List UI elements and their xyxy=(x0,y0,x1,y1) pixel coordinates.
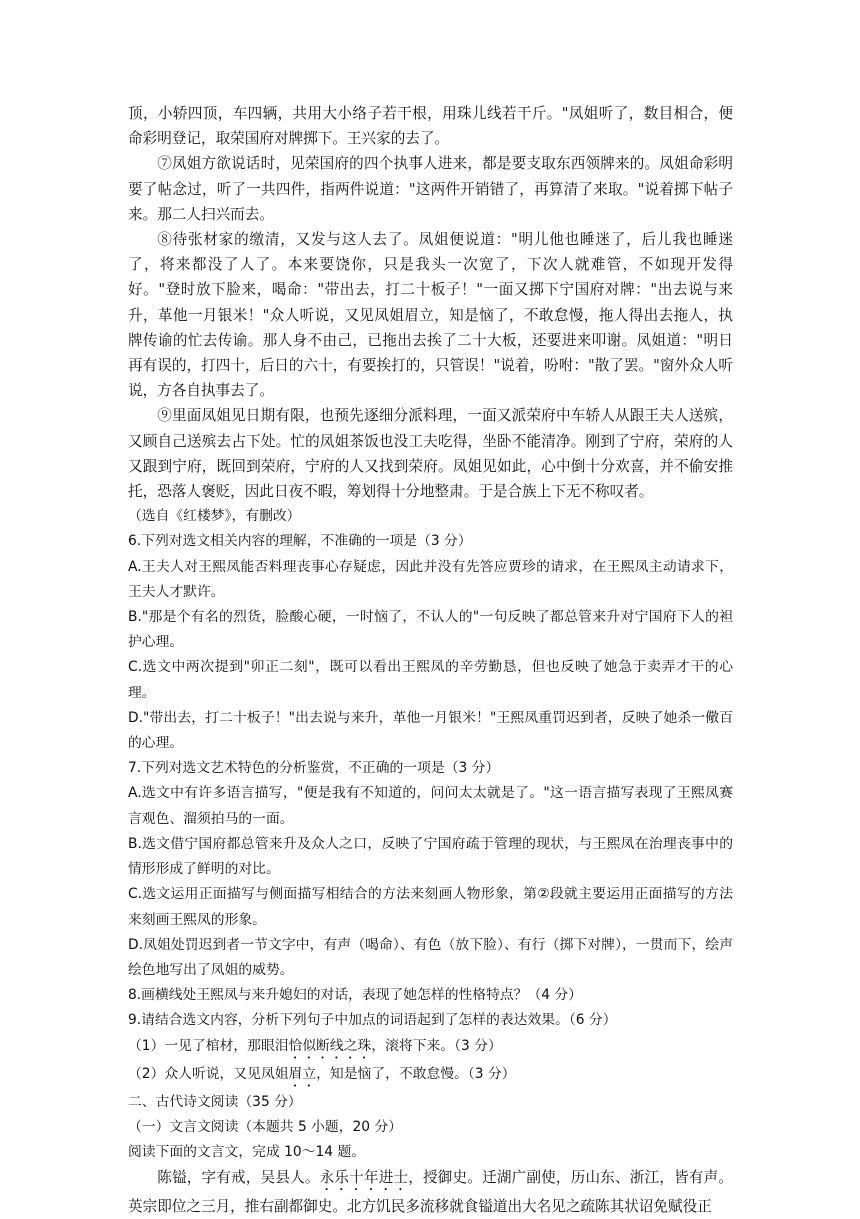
question-6-stem: 6.下列对选文相关内容的理解，不准确的一项是（3 分） xyxy=(128,533,472,550)
classical-text-post: ，授御史。迁湖广副使，历山东、浙江，皆有声。英宗即位之三月，推右副都御史。北方饥民多流移就食镒道出大名见之疏陈其状诏免赋役正 xyxy=(128,1169,733,1216)
passage-source: （选自《红楼梦》，有删改） xyxy=(128,508,301,525)
question-6-option-c: C.选文中两次提到"卯正二刻"，既可以看出王熙凤的辛劳勤恳，但也反映了她急于卖弄才干的心理。 xyxy=(128,659,733,701)
q9-s2-dotted-phrase: 眉立 xyxy=(288,1065,317,1082)
classical-text-dotted-phrase: 永乐十年进士 xyxy=(319,1169,409,1187)
section-2-subtitle: （一）文言文阅读（本题共 5 小题，20 分） xyxy=(128,1118,403,1135)
classical-text-paragraph xyxy=(128,1165,733,1219)
section-2-title: 二、古代诗文阅读（35 分） xyxy=(128,1093,302,1110)
document-page xyxy=(128,101,733,1219)
passage-paragraph-continued: 顶，小轿四顶，车四辆，共用大小络子若干根，用珠儿线若干斤。"凤姐听了，数目相合，便命彩明登记，取荣国府对牌掷下。王兴家的去了。 xyxy=(128,105,733,148)
question-6-option-a: A.王夫人对王熙凤能否料理丧事心存疑虑，因此并没有先答应贾珍的请求，在王熙凤主动请求下，王夫人才默许。 xyxy=(128,558,733,600)
q9-s1-pre: （1）一见了棺材，那眼泪 xyxy=(128,1037,289,1054)
question-9-stem: 9.请结合选文内容，分析下列句子中加点的词语起到了怎样的表达效果。（6 分） xyxy=(128,1012,617,1029)
question-6-option-d: D."带出去，打二十板子！"出去说与来升，革他一月银米！"王熙凤重罚迟到者，反映了她杀一儆百的心理。 xyxy=(128,709,733,752)
question-9-sentence-2 xyxy=(128,1062,733,1090)
question-8: 8.画横线处王熙凤与来升媳妇的对话，表现了她怎样的性格特点？（4 分） xyxy=(128,987,583,1004)
question-9-sentence-1 xyxy=(128,1034,733,1062)
passage-paragraph-8: ⑧待张材家的缴清，又发与这人去了。凤姐便说道："明儿他也睡迷了，后儿我也睡迷了，将来都没了人了。本来要饶你，只是我头一次宽了，下次人就难管，不如现开发得好。"登时放下脸来，喝命："带出去，打二十板子！"一面又掷下宁国府对牌："出去说与来升，革他一月银米！"众人听说，又见凤姐眉立，知是恼了，不敢怠慢，拖人得出去拖人，执牌传谕的忙去传谕。那人身不由己，已拖出去挨了二十大板，还要进来叩谢。凤姐道："明日再有误的，打四十，后日的六十，有要挨打的，只管误！"说着，吩咐："散了罢。"窗外众人听说，方各自执事去了。 xyxy=(128,231,733,400)
q9-s2-post: ，知是恼了，不敢怠慢。（3 分） xyxy=(316,1065,516,1082)
question-7-option-c: C.选文运用正面描写与侧面描写相结合的方法来刻画人物形象，第②段就主要运用正面描写的方法来刻画王熙凤的形象。 xyxy=(128,886,733,928)
question-6-option-b: B."那是个有名的烈货，脸酸心硬，一时恼了，不认人的"一句反映了都总管来升对宁国府下人的袒护心理。 xyxy=(128,609,733,651)
q9-s1-post: ，滚将下来。（3 分） xyxy=(371,1037,502,1054)
question-7-stem: 7.下列对选文艺术特色的分析鉴赏，不正确的一项是（3 分） xyxy=(128,760,500,777)
question-7-option-a: A.选文中有许多语言描写，"便是我有不知道的，问问太太就是了。"这一语言描写表现了王熙凤赛言观色、溜须拍马的一面。 xyxy=(128,785,733,827)
classical-text-pre: 陈镒，字有戒，吴县人。 xyxy=(157,1169,320,1187)
section-2-instruction: 阅读下面的文言文，完成 10～14 题。 xyxy=(128,1143,366,1160)
q9-s1-dotted-phrase: 恰似断线之珠 xyxy=(288,1037,372,1054)
passage-paragraph-9: ⑨里面凤姐见日期有限，也预先逐细分派料理，一面又派荣府中车轿人从跟王夫人送殡，又顾自己送殡去占下处。忙的凤姐茶饭也没工夫吃得，坐卧不能清净。刚到了宁府，荣府的人又跟到宁府，既回到荣府，宁府的人又找到荣府。凤姐见如此，心中倒十分欢喜，并不偷安推托，恐落人褒贬，因此日夜不暇，筹划得十分地整肃。于是合族上下无不称叹者。 xyxy=(128,407,733,501)
question-7-option-b: B.选文借宁国府都总管来升及众人之口，反映了宁国府疏于管理的现状，与王熙凤在治理丧事中的情形形成了鲜明的对比。 xyxy=(128,835,733,878)
passage-paragraph-7: ⑦凤姐方欲说话时，见荣国府的四个执事人进来，都是要支取东西领牌来的。凤姐命彩明要了帖念过，听了一共四件，指两件说道："这两件开销错了，再算清了来取。"说着掷下帖子来。那二人扫兴而去。 xyxy=(128,155,733,223)
question-7-option-d: D.凤姐处罚迟到者一节文字中，有声（喝命）、有色（放下脸）、有行（掷下对牌），一贯而下，绘声绘色地写出了凤姐的威势。 xyxy=(128,936,733,978)
q9-s2-pre: （2）众人听说，又见凤姐 xyxy=(128,1065,289,1082)
